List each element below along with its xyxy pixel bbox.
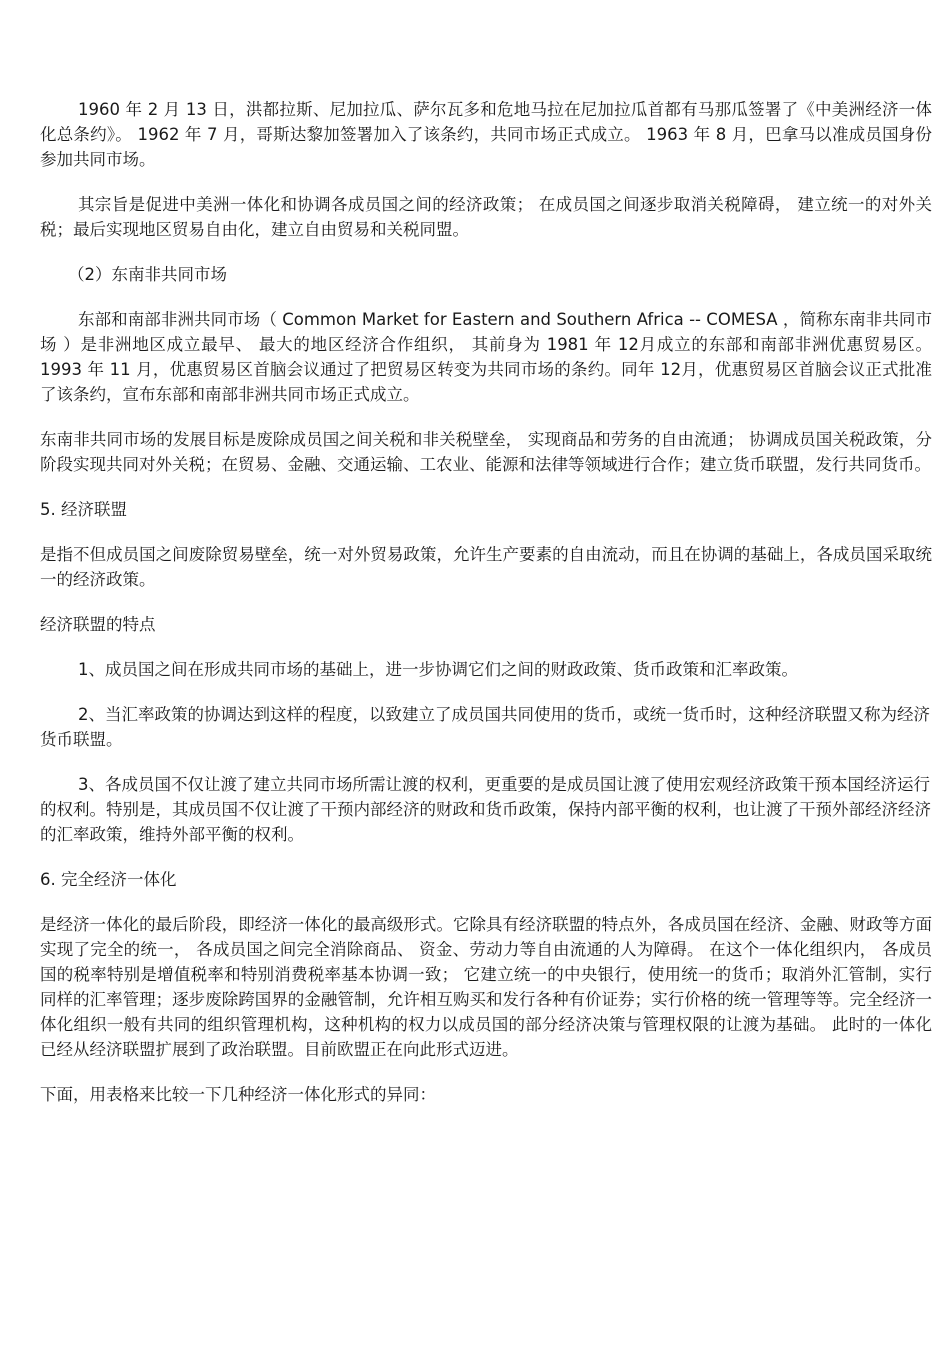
paragraph-cacm-purpose: 其宗旨是促进中美洲一体化和协调各成员国之间的经济政策； 在成员国之间逐步取消关税障碍， 建立统一的对外关税；最后实现地区贸易自由化，建立自由贸易和关税同盟。 — [40, 195, 932, 239]
paragraph-comesa-goals: 东南非共同市场的发展目标是废除成员国之间关税和非关税壁垒， 实现商品和劳务的自由流通； 协调成员国关税政策，分阶段实现共同对外关税；在贸易、金融、交通运输、工农业、能源和法律等领域进行合作；建立货币联盟，发行共同货币。 — [40, 430, 932, 474]
paragraph-comesa-history: 东部和南部非洲共同市场（ Common Market for Eastern and Southern Africa -- COMESA ，简称东南非共同市场 ）是非洲地区成立最早、 最大的地区经济合作组织， 其前身为 1981 年 12月成立的东部和南部非洲优惠贸易区。 1993 年 11 月，优惠贸易区首脑会议通过了把贸易区转变为共同市场的条约。同年 12月，优惠贸易区首脑会议正式批准了该条约，宣布东部和南部非洲共同市场正式成立。 — [40, 310, 932, 404]
paragraph-economic-union-definition: 是指不但成员国之间废除贸易壁垒，统一对外贸易政策，允许生产要素的自由流动，而且在协调的基础上，各成员国采取统一的经济政策。 — [40, 545, 932, 589]
paragraph-cacm-history: 1960 年 2 月 13 日，洪都拉斯、尼加拉瓜、萨尔瓦多和危地马拉在尼加拉瓜首都有马那瓜签署了《中美洲经济一体化总条约》。 1962 年 7 月，哥斯达黎加签署加入了该条约，共同市场正式成立。 1963 年 8 月，巴拿马以准成员国身份参加共同市场。 — [40, 100, 932, 169]
document-body — [40, 97, 932, 1127]
feature-item-3: 3、各成员国不仅让渡了建立共同市场所需让渡的权利，更重要的是成员国让渡了使用宏观经济政策干预本国经济运行的权利。特别是，其成员国不仅让渡了干预内部经济的财政和货币政策，保持内部平衡的权利，也让渡了干预外部经济经济的汇率政策，维持外部平衡的权利。 — [40, 775, 931, 844]
heading-economic-union-features: 经济联盟的特点 — [40, 615, 156, 634]
heading-comesa: （2）东南非共同市场 — [68, 265, 227, 284]
feature-item-1: 1、成员国之间在形成共同市场的基础上，进一步协调它们之间的财政政策、货币政策和汇率政策。 — [78, 660, 798, 679]
heading-economic-union: 5. 经济联盟 — [40, 500, 127, 519]
heading-complete-integration: 6. 完全经济一体化 — [40, 870, 177, 889]
paragraph-complete-integration: 是经济一体化的最后阶段，即经济一体化的最高级形式。它除具有经济联盟的特点外，各成员国在经济、金融、财政等方面实现了完全的统一， 各成员国之间完全消除商品、 资金、劳动力等自由流通的人为障碍。 在这个一体化组织内， 各成员国的税率特别是增值税率和特别消费税率基本协调一致； 它建立统一的中央银行，使用统一的货币；取消外汇管制，实行同样的汇率管理；逐步废除跨国界的金融管制，允许相互购买和发行各种有价证券；实行价格的统一管理等等。完全经济一体化组织一般有共同的组织管理机构，这种机构的权力以成员国的部分经济决策与管理权限的让渡为基础。 此时的一体化已经从经济联盟扩展到了政治联盟。目前欧盟正在向此形式迈进。 — [40, 915, 932, 1059]
feature-item-2: 2、当汇率政策的协调达到这样的程度，以致建立了成员国共同使用的货币，或统一货币时，这种经济联盟又称为经济货币联盟。 — [40, 705, 930, 749]
paragraph-table-intro: 下面，用表格来比较一下几种经济一体化形式的异同： — [40, 1085, 436, 1104]
